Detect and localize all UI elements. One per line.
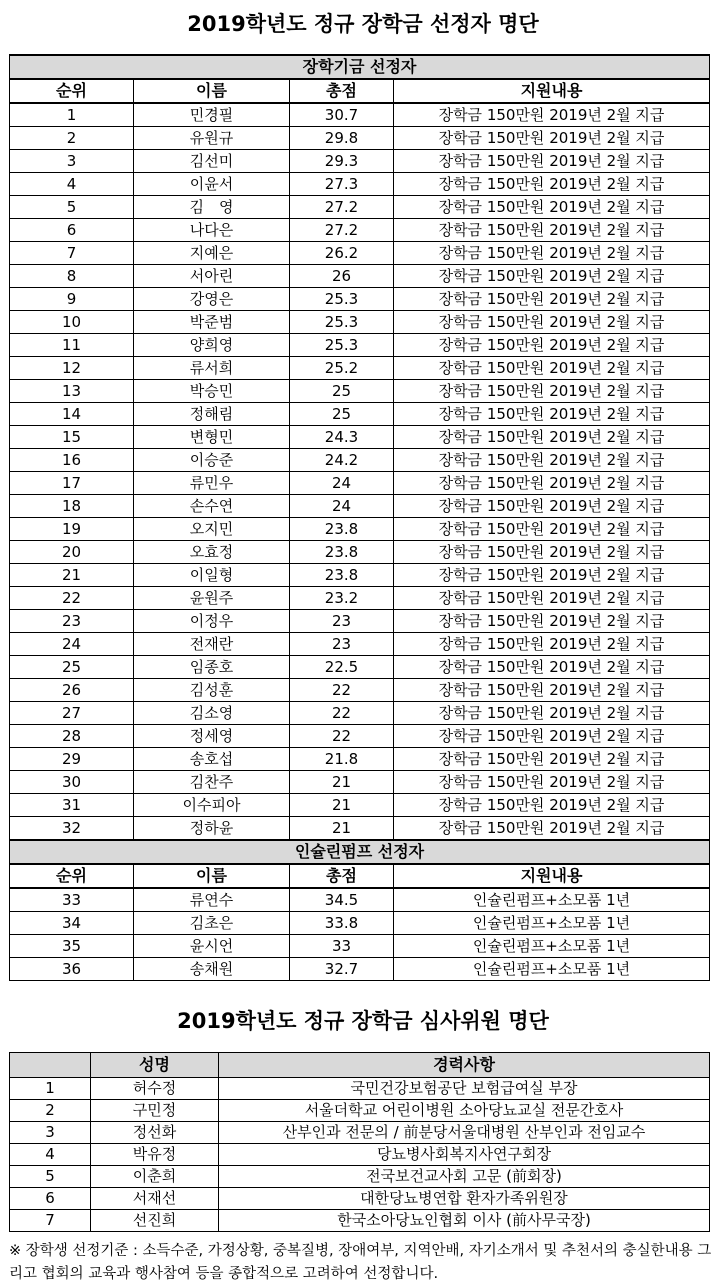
table-row (10, 656, 710, 679)
table-row (10, 1078, 710, 1100)
cell-support: 인슐린펌프+소모품 1년 (394, 912, 710, 935)
cell-score: 23.8 (290, 541, 394, 564)
cell-score: 27.2 (290, 219, 394, 242)
table-row (10, 103, 710, 127)
cell-support: 장학금 150만원 2019년 2월 지급 (394, 449, 710, 472)
cell-score: 25 (290, 403, 394, 426)
cell-name: 강영은 (134, 288, 290, 311)
table-row (10, 127, 710, 150)
cell-no: 5 (10, 1166, 91, 1188)
cell-score: 30.7 (290, 103, 394, 127)
cell-score: 21 (290, 771, 394, 794)
cell-support: 장학금 150만원 2019년 2월 지급 (394, 817, 710, 841)
cell-support: 인슐린펌프+소모품 1년 (394, 888, 710, 912)
cell-support: 장학금 150만원 2019년 2월 지급 (394, 771, 710, 794)
cell-name: 윤시언 (134, 935, 290, 958)
table-row (10, 288, 710, 311)
cell-rank: 8 (10, 265, 134, 288)
cell-name: 오효정 (134, 541, 290, 564)
table-row (10, 449, 710, 472)
cell-score: 33.8 (290, 912, 394, 935)
cell-name: 박승민 (134, 380, 290, 403)
cell-rank: 36 (10, 958, 134, 981)
table-row (10, 265, 710, 288)
cell-support: 장학금 150만원 2019년 2월 지급 (394, 679, 710, 702)
table-row (10, 495, 710, 518)
cell-rank: 18 (10, 495, 134, 518)
cell-career: 전국보건교사회 고문 (前회장) (219, 1166, 710, 1188)
section-title: 장학기금 선정자 (10, 55, 710, 79)
cell-career: 대한당뇨병연합 환자가족위원장 (219, 1188, 710, 1210)
table-row (10, 518, 710, 541)
cell-rank: 16 (10, 449, 134, 472)
cell-rank: 12 (10, 357, 134, 380)
cell-score: 24.2 (290, 449, 394, 472)
cell-support: 장학금 150만원 2019년 2월 지급 (394, 541, 710, 564)
cell-career: 서울더학교 어린이병원 소아당뇨교실 전문간호사 (219, 1100, 710, 1122)
cell-name: 선진희 (91, 1210, 219, 1232)
cell-rank: 13 (10, 380, 134, 403)
table-row (10, 817, 710, 841)
cell-support: 장학금 150만원 2019년 2월 지급 (394, 794, 710, 817)
cell-score: 32.7 (290, 958, 394, 981)
cell-support: 인슐린펌프+소모품 1년 (394, 935, 710, 958)
section-title-row (10, 55, 710, 79)
cell-rank: 29 (10, 748, 134, 771)
cell-name: 지예은 (134, 242, 290, 265)
cell-support: 장학금 150만원 2019년 2월 지급 (394, 103, 710, 127)
cell-support: 장학금 150만원 2019년 2월 지급 (394, 633, 710, 656)
table-row (10, 1188, 710, 1210)
cell-name: 김찬주 (134, 771, 290, 794)
cell-score: 25.3 (290, 311, 394, 334)
table-row (10, 1166, 710, 1188)
cell-name: 전재란 (134, 633, 290, 656)
cell-no: 7 (10, 1210, 91, 1232)
cell-career: 국민건강보험공단 보험급여실 부장 (219, 1078, 710, 1100)
cell-score: 22 (290, 702, 394, 725)
cell-score: 23.8 (290, 518, 394, 541)
cell-no: 3 (10, 1122, 91, 1144)
cell-name: 김소영 (134, 702, 290, 725)
cell-career: 산부인과 전문의 / 前분당서울대병원 산부인과 전임교수 (219, 1122, 710, 1144)
cell-rank: 32 (10, 817, 134, 841)
scholarship-table (9, 54, 710, 981)
cell-name: 김초은 (134, 912, 290, 935)
cell-support: 장학금 150만원 2019년 2월 지급 (394, 564, 710, 587)
cell-name: 송채원 (134, 958, 290, 981)
table-row (10, 1122, 710, 1144)
cell-support: 장학금 150만원 2019년 2월 지급 (394, 150, 710, 173)
cell-rank: 15 (10, 426, 134, 449)
table-row (10, 679, 710, 702)
header-no (10, 1053, 91, 1078)
cell-rank: 23 (10, 610, 134, 633)
cell-support: 장학금 150만원 2019년 2월 지급 (394, 219, 710, 242)
table-row (10, 771, 710, 794)
page-title: 2019학년도 정규 장학금 선정자 명단 (187, 12, 539, 36)
cell-rank: 24 (10, 633, 134, 656)
cell-name: 서재선 (91, 1188, 219, 1210)
cell-rank: 20 (10, 541, 134, 564)
cell-support: 장학금 150만원 2019년 2월 지급 (394, 380, 710, 403)
cell-name: 정선화 (91, 1122, 219, 1144)
cell-name: 이윤서 (134, 173, 290, 196)
cell-name: 정해림 (134, 403, 290, 426)
table-row (10, 725, 710, 748)
table-row (10, 173, 710, 196)
cell-name: 유원규 (134, 127, 290, 150)
cell-support: 장학금 150만원 2019년 2월 지급 (394, 265, 710, 288)
cell-score: 22 (290, 679, 394, 702)
cell-career: 당뇨병사회복지사연구회장 (219, 1144, 710, 1166)
cell-support: 장학금 150만원 2019년 2월 지급 (394, 656, 710, 679)
table-row (10, 633, 710, 656)
cell-support: 장학금 150만원 2019년 2월 지급 (394, 472, 710, 495)
cell-support: 장학금 150만원 2019년 2월 지급 (394, 495, 710, 518)
cell-name: 박준범 (134, 311, 290, 334)
table-row (10, 403, 710, 426)
cell-name: 허수정 (91, 1078, 219, 1100)
committee-title: 2019학년도 정규 장학금 심사위원 명단 (177, 1009, 549, 1033)
cell-support: 장학금 150만원 2019년 2월 지급 (394, 311, 710, 334)
cell-rank: 26 (10, 679, 134, 702)
cell-rank: 30 (10, 771, 134, 794)
header-rank: 순위 (10, 864, 134, 888)
table-row (10, 1100, 710, 1122)
cell-score: 24.3 (290, 426, 394, 449)
cell-score: 34.5 (290, 888, 394, 912)
committee-table (9, 1052, 710, 1232)
cell-name: 김선미 (134, 150, 290, 173)
cell-no: 6 (10, 1188, 91, 1210)
cell-support: 장학금 150만원 2019년 2월 지급 (394, 587, 710, 610)
cell-support: 장학금 150만원 2019년 2월 지급 (394, 610, 710, 633)
cell-rank: 28 (10, 725, 134, 748)
cell-score: 22.5 (290, 656, 394, 679)
cell-name: 서아린 (134, 265, 290, 288)
header-name: 이름 (134, 864, 290, 888)
cell-score: 24 (290, 472, 394, 495)
header-name: 이름 (134, 79, 290, 103)
table-row (10, 150, 710, 173)
cell-name: 정하윤 (134, 817, 290, 841)
cell-rank: 2 (10, 127, 134, 150)
header-career: 경력사항 (219, 1053, 710, 1078)
cell-support: 장학금 150만원 2019년 2월 지급 (394, 127, 710, 150)
table-row (10, 1210, 710, 1232)
cell-rank: 17 (10, 472, 134, 495)
cell-name: 변형민 (134, 426, 290, 449)
header-score: 총점 (290, 79, 394, 103)
cell-support: 장학금 150만원 2019년 2월 지급 (394, 426, 710, 449)
cell-score: 33 (290, 935, 394, 958)
table-row (10, 1144, 710, 1166)
table-row (10, 587, 710, 610)
header-score: 총점 (290, 864, 394, 888)
cell-name: 이춘희 (91, 1166, 219, 1188)
cell-rank: 27 (10, 702, 134, 725)
cell-score: 21.8 (290, 748, 394, 771)
cell-rank: 25 (10, 656, 134, 679)
section-title: 인슐린펌프 선정자 (10, 840, 710, 864)
cell-rank: 31 (10, 794, 134, 817)
selection-criteria-note: ※ 장학생 선정기준 : 소득수준, 가정상황, 중복질병, 장애여부, 지역안배, 자기소개서 및 추천서의 충실한내용 그리고 협회의 교육과 행사참여 등을 종합적으로 고려하여 선정합니다. (9, 1243, 712, 1282)
cell-score: 23.8 (290, 564, 394, 587)
cell-name: 이일형 (134, 564, 290, 587)
cell-score: 25.2 (290, 357, 394, 380)
cell-support: 장학금 150만원 2019년 2월 지급 (394, 288, 710, 311)
table-row (10, 935, 710, 958)
column-header-row (10, 864, 710, 888)
committee-header-row (10, 1053, 710, 1078)
cell-name: 손수연 (134, 495, 290, 518)
cell-name: 김성훈 (134, 679, 290, 702)
table-row (10, 564, 710, 587)
cell-rank: 33 (10, 888, 134, 912)
cell-rank: 1 (10, 103, 134, 127)
cell-name: 이정우 (134, 610, 290, 633)
cell-no: 1 (10, 1078, 91, 1100)
section-title-row (10, 840, 710, 864)
header-rank: 순위 (10, 79, 134, 103)
cell-name: 류민우 (134, 472, 290, 495)
cell-rank: 3 (10, 150, 134, 173)
cell-support: 장학금 150만원 2019년 2월 지급 (394, 518, 710, 541)
cell-name: 민경필 (134, 103, 290, 127)
cell-rank: 7 (10, 242, 134, 265)
cell-score: 23.2 (290, 587, 394, 610)
cell-name: 이수피아 (134, 794, 290, 817)
cell-name: 김 영 (134, 196, 290, 219)
table-row (10, 334, 710, 357)
cell-support: 장학금 150만원 2019년 2월 지급 (394, 357, 710, 380)
cell-rank: 6 (10, 219, 134, 242)
cell-rank: 11 (10, 334, 134, 357)
cell-name: 류서희 (134, 357, 290, 380)
cell-support: 장학금 150만원 2019년 2월 지급 (394, 725, 710, 748)
table-row (10, 912, 710, 935)
cell-score: 29.3 (290, 150, 394, 173)
cell-rank: 9 (10, 288, 134, 311)
table-row (10, 958, 710, 981)
table-row (10, 357, 710, 380)
cell-name: 정세영 (134, 725, 290, 748)
cell-rank: 4 (10, 173, 134, 196)
cell-score: 22 (290, 725, 394, 748)
table-row (10, 472, 710, 495)
cell-career: 한국소아당뇨인협회 이사 (前사무국장) (219, 1210, 710, 1232)
cell-support: 인슐린펌프+소모품 1년 (394, 958, 710, 981)
cell-score: 23 (290, 633, 394, 656)
table-row (10, 380, 710, 403)
header-name: 성명 (91, 1053, 219, 1078)
table-row (10, 219, 710, 242)
cell-score: 23 (290, 610, 394, 633)
cell-support: 장학금 150만원 2019년 2월 지급 (394, 403, 710, 426)
cell-support: 장학금 150만원 2019년 2월 지급 (394, 173, 710, 196)
cell-support: 장학금 150만원 2019년 2월 지급 (394, 196, 710, 219)
cell-name: 이승준 (134, 449, 290, 472)
cell-score: 21 (290, 794, 394, 817)
cell-score: 24 (290, 495, 394, 518)
header-support: 지원내용 (394, 864, 710, 888)
cell-name: 송호섭 (134, 748, 290, 771)
cell-name: 박유정 (91, 1144, 219, 1166)
table-row (10, 541, 710, 564)
table-row (10, 242, 710, 265)
cell-name: 구민정 (91, 1100, 219, 1122)
table-row (10, 748, 710, 771)
cell-no: 4 (10, 1144, 91, 1166)
cell-rank: 14 (10, 403, 134, 426)
cell-score: 27.2 (290, 196, 394, 219)
cell-name: 윤원주 (134, 587, 290, 610)
cell-score: 21 (290, 817, 394, 841)
cell-rank: 19 (10, 518, 134, 541)
column-header-row (10, 79, 710, 103)
table-row (10, 196, 710, 219)
cell-score: 27.3 (290, 173, 394, 196)
table-row (10, 888, 710, 912)
cell-name: 나다은 (134, 219, 290, 242)
cell-name: 오지민 (134, 518, 290, 541)
cell-rank: 10 (10, 311, 134, 334)
table-row (10, 610, 710, 633)
table-row (10, 426, 710, 449)
cell-no: 2 (10, 1100, 91, 1122)
cell-score: 26 (290, 265, 394, 288)
cell-name: 임종호 (134, 656, 290, 679)
table-row (10, 794, 710, 817)
cell-rank: 21 (10, 564, 134, 587)
cell-name: 류연수 (134, 888, 290, 912)
cell-score: 25 (290, 380, 394, 403)
cell-rank: 22 (10, 587, 134, 610)
cell-rank: 34 (10, 912, 134, 935)
cell-score: 29.8 (290, 127, 394, 150)
cell-rank: 35 (10, 935, 134, 958)
cell-support: 장학금 150만원 2019년 2월 지급 (394, 334, 710, 357)
table-row (10, 311, 710, 334)
cell-score: 25.3 (290, 288, 394, 311)
cell-name: 양희영 (134, 334, 290, 357)
cell-support: 장학금 150만원 2019년 2월 지급 (394, 748, 710, 771)
cell-score: 26.2 (290, 242, 394, 265)
cell-score: 25.3 (290, 334, 394, 357)
cell-support: 장학금 150만원 2019년 2월 지급 (394, 702, 710, 725)
cell-support: 장학금 150만원 2019년 2월 지급 (394, 242, 710, 265)
header-support: 지원내용 (394, 79, 710, 103)
table-row (10, 702, 710, 725)
cell-rank: 5 (10, 196, 134, 219)
